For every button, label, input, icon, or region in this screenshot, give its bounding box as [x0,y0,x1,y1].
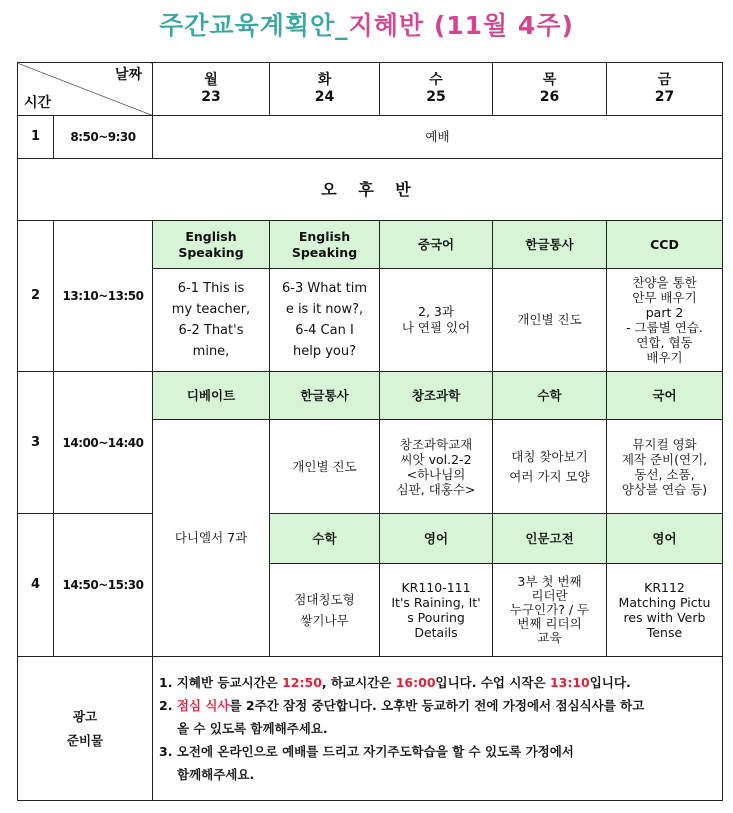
content-cell: 3부 첫 번째 리더란 누구인가? / 두 번째 리더의 교육 [493,564,607,657]
subject-cell: English Speaking [153,221,270,269]
debate-content-cell: 다니엘서 7과 [153,420,270,657]
day-header-wed: 수 25 [380,63,493,116]
time-label: 시간 [24,95,52,111]
notice-content [153,657,723,801]
period-time: 14:50~15:30 [54,514,153,657]
period-3-subject-row [18,372,723,420]
lunch-highlight: 점심 식사 [176,698,230,713]
content-cell: 찬양을 통한 안무 배우기 part 2 - 그룹별 연습. 연합, 협동 배우기 [607,269,723,372]
notice-line-3-cont: 함께해주세요. [177,767,255,782]
content-cell: 개인별 진도 [270,420,380,514]
content-cell: 점대칭도형 쌓기나무 [270,564,380,657]
period-4-subject-row [18,514,723,564]
arrival-time: 12:50 [282,675,322,690]
notice-line-1: 1. 지혜반 등교시간은 12:50, 하교시간은 16:00입니다. 수업 시작은 13:10입니다. [159,675,631,690]
dismissal-time: 16:00 [395,675,436,690]
content-cell: 6-3 What tim e is it now?, 6-4 Can I help you? [270,269,380,372]
page-title [0,6,733,42]
subject-cell: 영어 [607,514,723,564]
subject-cell: 인문고전 [493,514,607,564]
header-row [18,63,723,116]
period-1-row [18,116,723,159]
period-number: 3 [18,372,54,514]
day-header-fri: 금 27 [607,63,723,116]
title-class-name: 지혜반 [348,11,425,40]
content-cell: 6-1 This is my teacher, 6-2 That's mine, [153,269,270,372]
subject-cell: 한글통사 [493,221,607,269]
notice-row [18,657,723,801]
subject-cell: 디베이트 [153,372,270,420]
title-week: (11월 4주) [424,11,574,40]
content-cell: 개인별 진도 [493,269,607,372]
day-header-mon: 월 23 [153,63,270,116]
weekly-plan-table [17,62,723,801]
day-header-tue: 화 24 [270,63,380,116]
subject-cell: English Speaking [270,221,380,269]
day-header-thu: 목 26 [493,63,607,116]
content-cell: KR110-111 It's Raining, It' s Pouring Details [380,564,493,657]
subject-cell: 수학 [493,372,607,420]
title-prefix: 주간교육계획안_ [159,11,349,40]
content-cell: KR112 Matching Pictu res with Verb Tense [607,564,723,657]
worship-cell: 예배 [153,116,723,159]
period-number: 4 [18,514,54,657]
subject-cell: 국어 [607,372,723,420]
period-2-subject-row [18,221,723,269]
subject-cell: 한글통사 [270,372,380,420]
period-time: 13:10~13:50 [54,221,153,372]
subject-cell: 수학 [270,514,380,564]
afternoon-row [18,159,723,221]
notice-line-3: 3. 오전에 온라인으로 예배를 드리고 자기주도학습을 할 수 있도록 가정에서 [159,744,574,759]
content-cell: 2, 3과 나 연필 있어 [380,269,493,372]
content-cell: 대칭 찾아보기 여러 가지 모양 [493,420,607,514]
period-time: 8:50~9:30 [54,116,153,159]
subject-cell: 중국어 [380,221,493,269]
content-cell: 뮤지컬 영화 제작 준비(연기, 동선, 소품, 양상블 연습 등) [607,420,723,514]
corner-cell [18,63,153,116]
content-cell: 창조과학교재 씨앗 vol.2-2 <하나님의 심판, 대홍수> [380,420,493,514]
date-label: 날짜 [114,67,142,83]
class-start-time: 13:10 [549,675,590,690]
notice-line-2-cont: 올 수 있도록 함께해주세요. [177,721,328,736]
period-time: 14:00~14:40 [54,372,153,514]
subject-cell: 영어 [380,514,493,564]
period-number: 1 [18,116,54,159]
notice-line-2: 2. 점심 식사를 2주간 잠정 중단합니다. 오후반 등교하기 전에 가정에서 점심식사를 하고 [159,698,645,713]
subject-cell: 창조과학 [380,372,493,420]
notice-label: 광고 준비물 [18,657,153,801]
period-number: 2 [18,221,54,372]
subject-cell: CCD [607,221,723,269]
afternoon-section-label: 오 후 반 [18,159,723,221]
